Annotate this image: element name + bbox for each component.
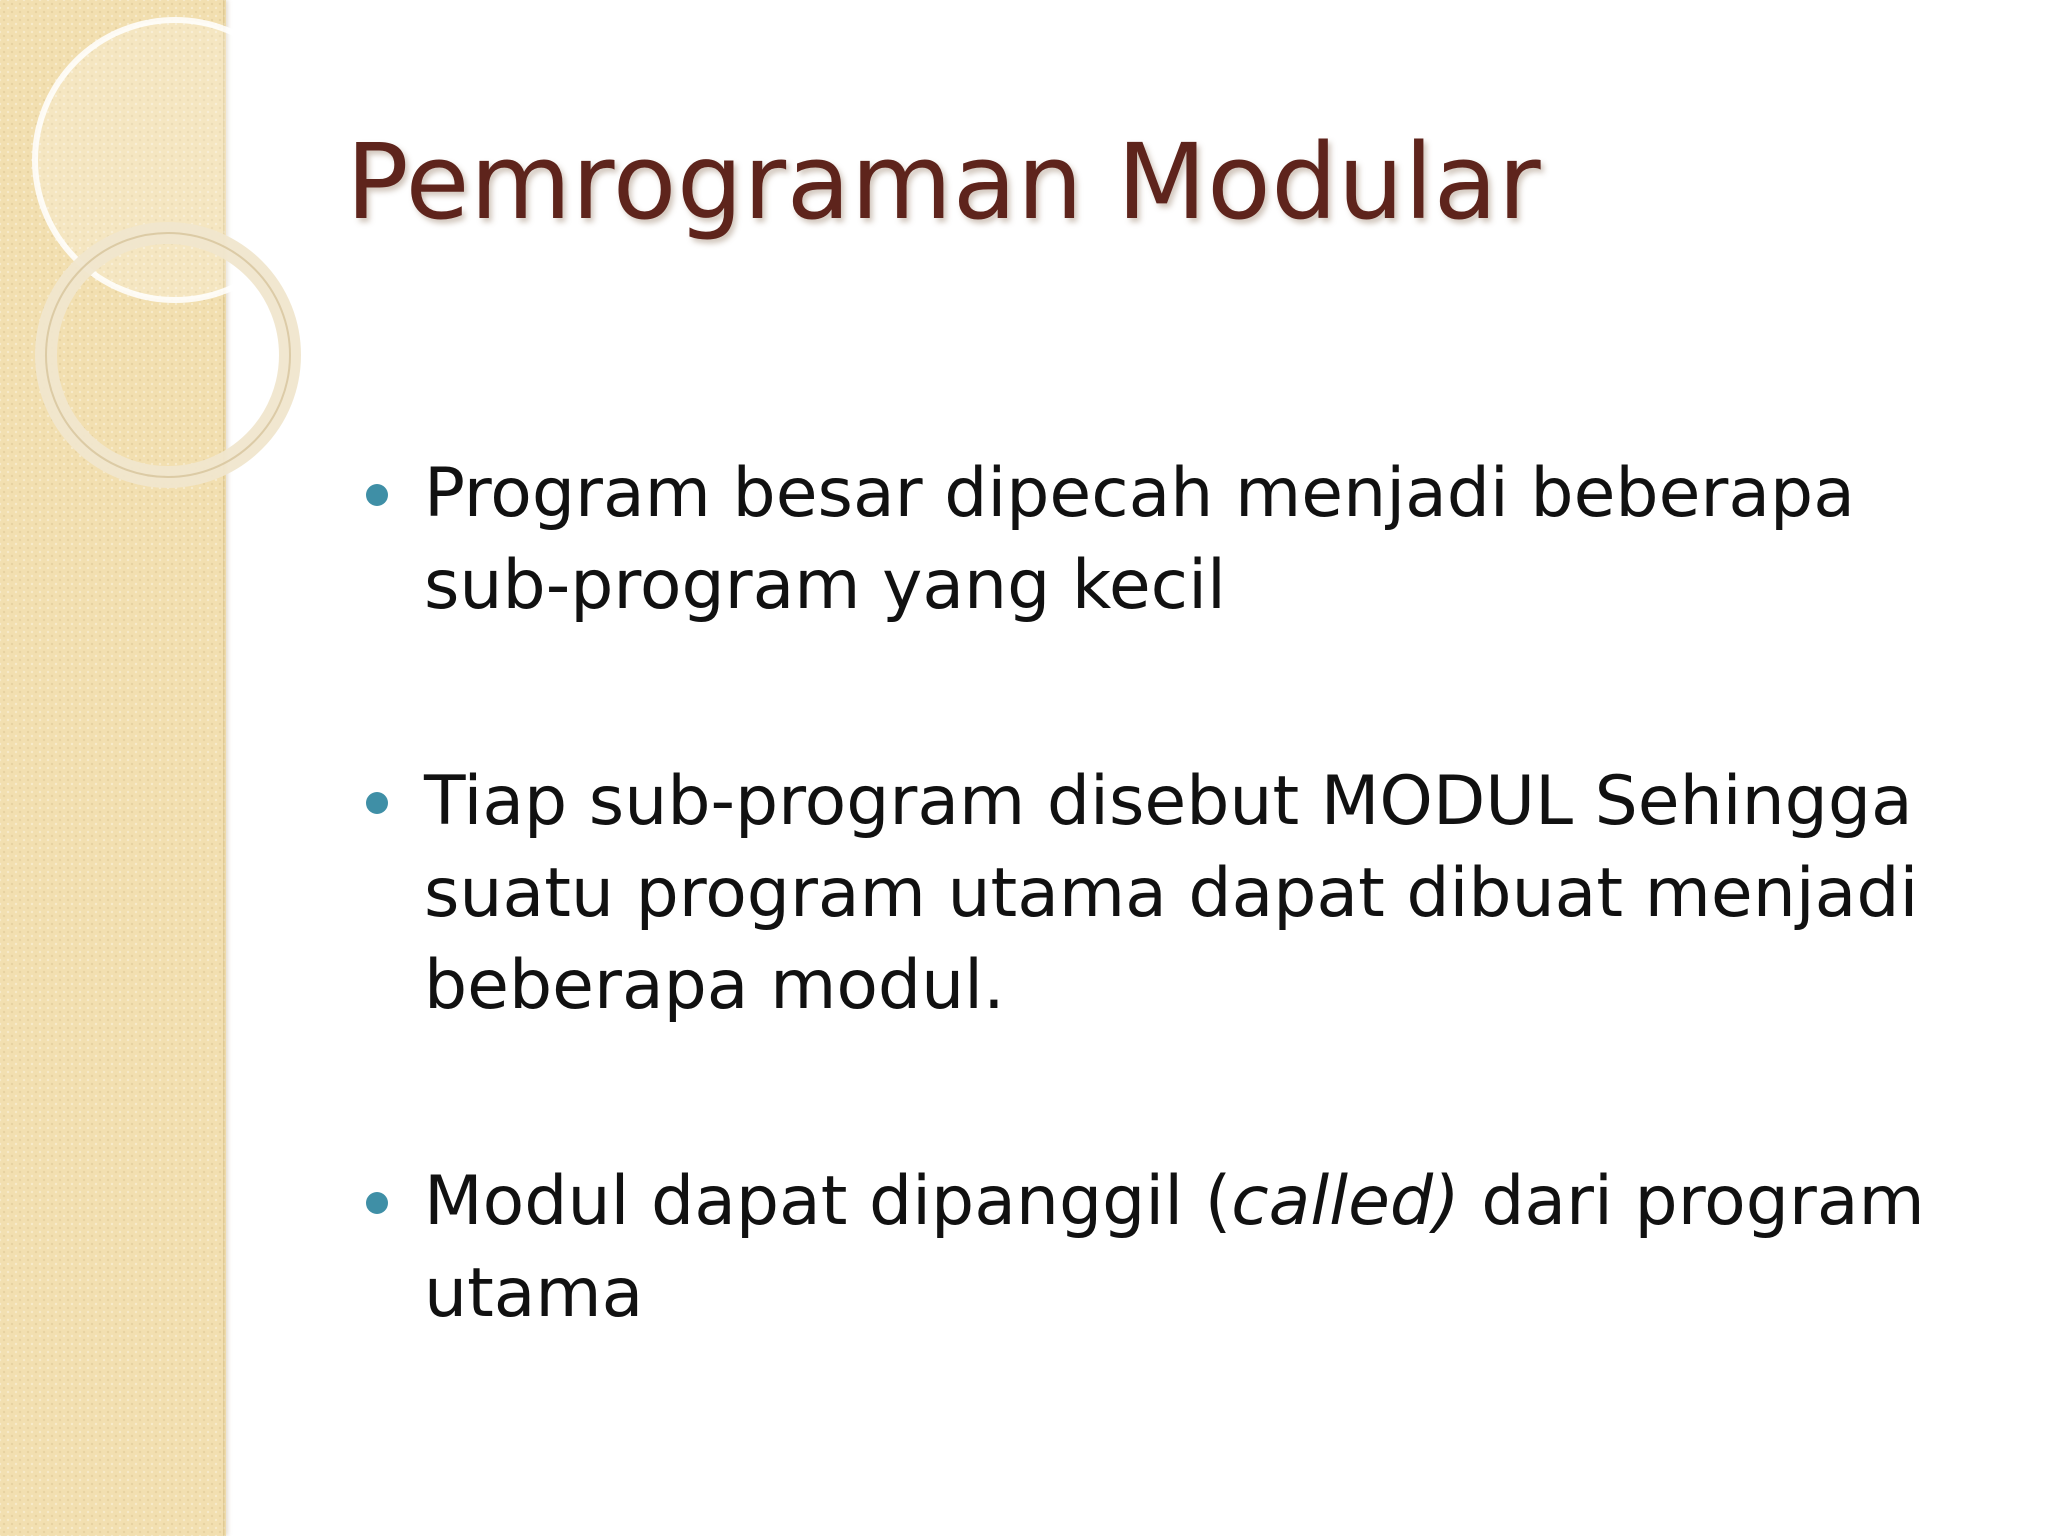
bullet-text-before: Modul dapat dipanggil ( — [424, 1162, 1232, 1241]
bullet-list — [364, 448, 1984, 1340]
bullet-dot-icon — [366, 1192, 388, 1214]
slide-title: Pemrograman Modular — [346, 121, 1542, 243]
bullet-dot-icon — [366, 792, 388, 814]
bullet-text: Program besar dipecah menjadi beberapa sub-program yang kecil — [424, 454, 1855, 625]
bullet-item — [364, 448, 1984, 632]
bullet-text-emphasis: called) — [1231, 1162, 1460, 1241]
bullet-text-after: dari program utama — [424, 1162, 1925, 1333]
decorative-rings — [0, 0, 360, 520]
bullet-text: Tiap sub-program disebut MODUL Sehingga suatu program utama dapat dibuat menjadi beberapa modul. — [424, 762, 1919, 1025]
bullet-dot-icon — [366, 484, 388, 506]
bullet-item — [364, 756, 1984, 1032]
bullet-item — [364, 1156, 1984, 1340]
